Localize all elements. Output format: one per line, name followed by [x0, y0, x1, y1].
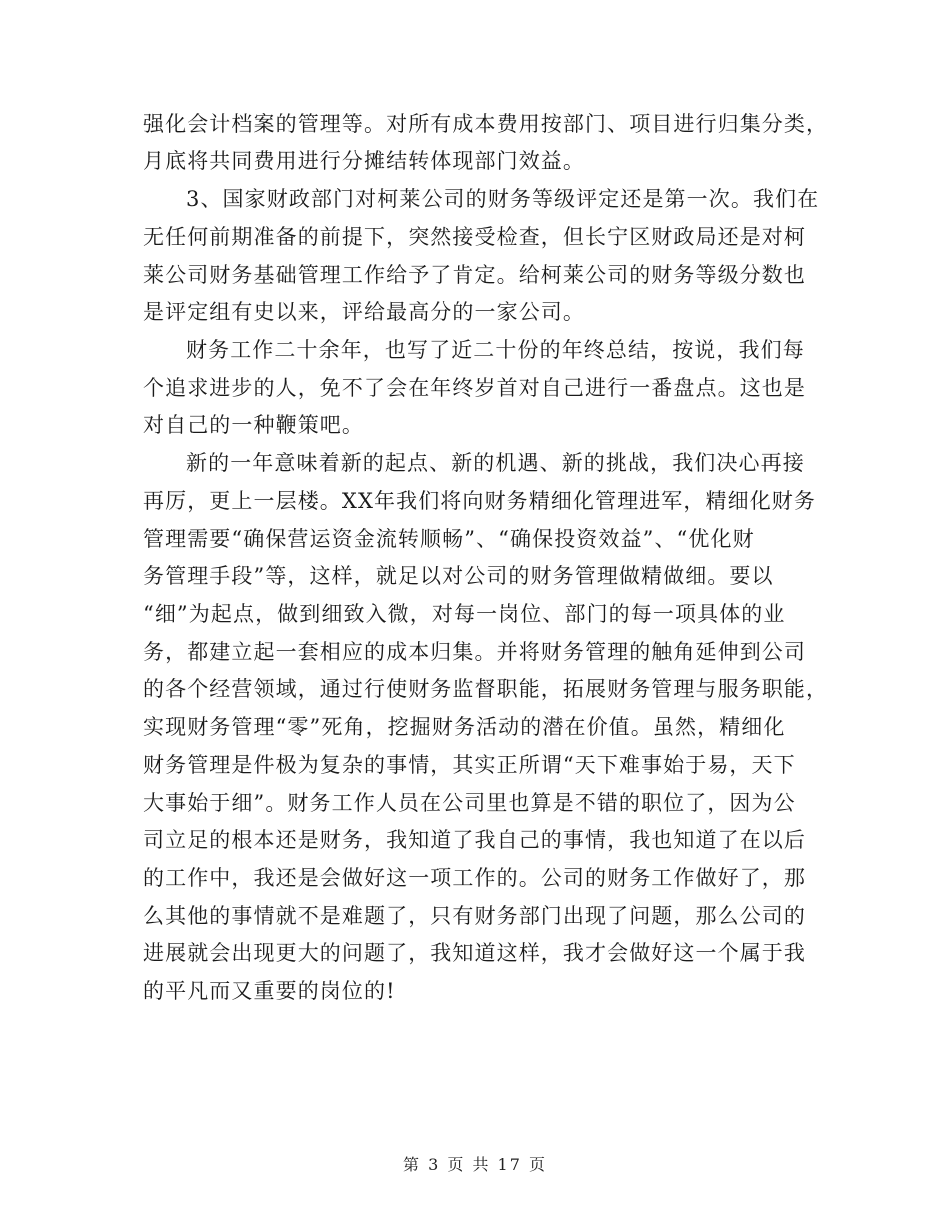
text-line: 是评定组有史以来，评给最高分的一家公司。	[143, 300, 585, 324]
text-line: 莱公司财务基础管理工作给予了肯定。给柯莱公司的财务等级分数也	[143, 263, 806, 287]
text-line: 月底将共同费用进行分摊结转体现部门效益。	[143, 149, 585, 173]
text-line: 管理需要“确保营运资金流转顺畅”、“确保投资效益”、“优化财	[143, 527, 755, 551]
text-line: 大事始于细”。财务工作人员在公司里也算是不错的职位了，因为公	[143, 791, 796, 815]
text-line: 财务管理是件极为复杂的事情，其实正所谓“天下难事始于易，天下	[143, 753, 796, 777]
text-line: 个追求进步的人，免不了会在年终岁首对自己进行一番盘点。这也是	[143, 376, 806, 400]
text-line: 强化会计档案的管理等。对所有成本费用按部门、项目进行归集分类，	[143, 112, 829, 136]
text-line: 对自己的一种鞭策吧。	[143, 413, 364, 437]
text-line: 务管理手段”等，这样，就足以对公司的财务管理做精做细。要以	[143, 564, 774, 588]
text-line: 实现财务管理“零”死角，挖掘财务活动的潜在价值。虽然，精细化	[143, 715, 786, 739]
text-line: 的平凡而又重要的岗位的!	[143, 979, 396, 1003]
text-line: 的工作中，我还是会做好这一项工作的。公司的财务工作做好了，那	[143, 866, 806, 890]
text-line: 进展就会出现更大的问题了，我知道这样，我才会做好这一个属于我	[143, 941, 806, 965]
text-line: 无任何前期准备的前提下，突然接受检查，但长宁区财政局还是对柯	[143, 225, 806, 249]
paragraph-start-line: 3、国家财政部门对柯莱公司的财务等级评定还是第一次。我们在	[186, 187, 820, 211]
page-number-footer: 第 3 页 共 17 页	[403, 1155, 547, 1174]
paragraph-start-line: 新的一年意味着新的起点、新的机遇、新的挑战，我们决心再接	[186, 451, 805, 475]
text-line: 再厉，更上一层楼。XX年我们将向财务精细化管理进军，精细化财务	[143, 489, 816, 513]
text-line: 司立足的根本还是财务，我知道了我自己的事情，我也知道了在以后	[143, 828, 806, 852]
paragraph-start-line: 财务工作二十余年，也写了近二十份的年终总结，按说，我们每	[186, 338, 805, 362]
text-line: 务，都建立起一套相应的成本归集。并将财务管理的触角延伸到公司	[143, 640, 806, 664]
text-line: 的各个经营领域，通过行使财务监督职能，拓展财务管理与服务职能，	[143, 677, 829, 701]
text-line: “细”为起点，做到细致入微，对每一岗位、部门的每一项具体的业	[143, 602, 786, 626]
text-line: 么其他的事情就不是难题了，只有财务部门出现了问题，那么公司的	[143, 904, 806, 928]
